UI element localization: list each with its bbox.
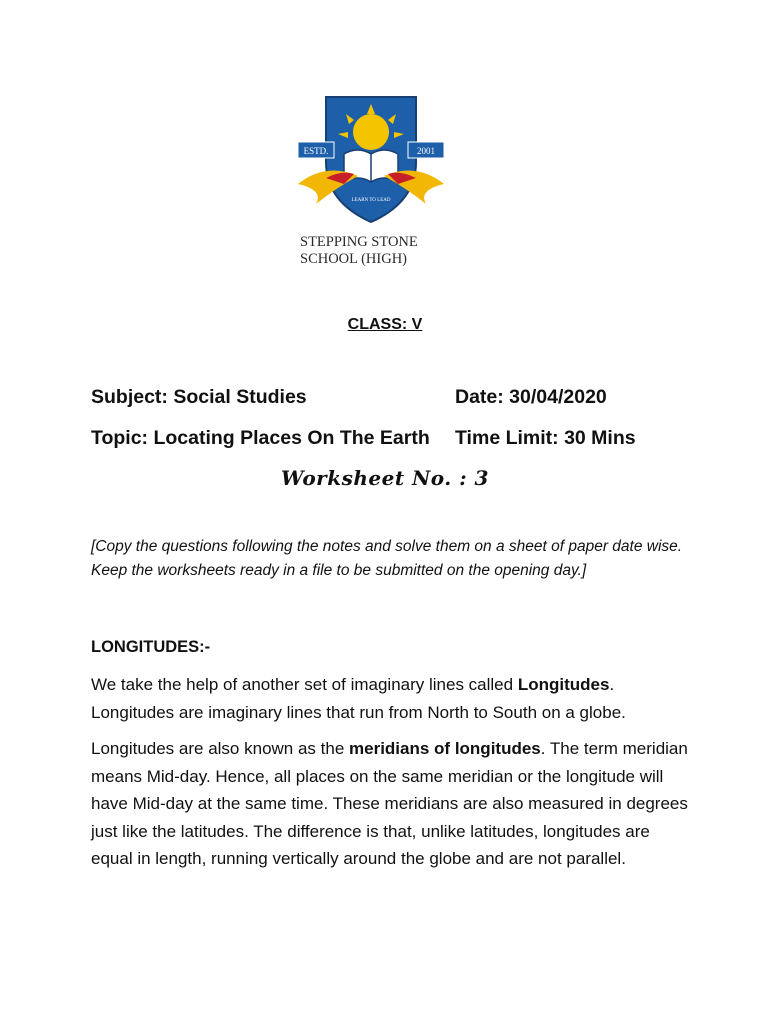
topic-label: Topic: Locating Places On The Earth [91, 427, 430, 449]
paragraph-1-text: We take the help of another set of imaginary lines called [91, 675, 518, 694]
subject-label: Subject: Social Studies [91, 386, 307, 408]
class-heading: CLASS: V [347, 316, 423, 333]
logo-motto-text: LEARN TO LEAD [351, 198, 391, 203]
logo-estd-text: ESTD. [303, 146, 329, 156]
logo-year-text: 2001 [417, 146, 435, 156]
paragraph-2-text-end: . The term meridian means Mid-day. Hence, all places on the same meridian or the longitude will have Mid-day at the same time. These meridians are also measured in degrees just like the latitudes. The difference is that, unlike latitudes, longitudes are equal in length, running vertically around the globe and are not parallel. [91, 739, 688, 868]
paragraph-2-bold: meridians of longitudes [349, 739, 541, 758]
section-heading: LONGITUDES:- [91, 638, 211, 656]
school-name [300, 234, 440, 268]
date-label: Date: 30/04/2020 [455, 386, 607, 408]
school-name-line1: STEPPING STONE [300, 234, 418, 250]
worksheet-title: Worksheet No. : 3 [281, 466, 489, 490]
time-limit-label: Time Limit: 30 Mins [455, 427, 636, 449]
paragraph-1 [91, 671, 691, 726]
paragraph-1-text-end: . Longitudes are imaginary lines that run from North to South on a globe. [91, 675, 626, 722]
paragraph-1-bold: Longitudes [517, 675, 610, 694]
school-name-line2: SCHOOL (HIGH) [300, 251, 407, 267]
paragraph-2-text: Longitudes are also known as the [91, 739, 350, 758]
paragraph-2 [91, 735, 691, 873]
school-crest-icon [296, 92, 446, 232]
instruction-text: [Copy the questions following the notes and solve them on a sheet of paper date wise. Keep the worksheets ready in a file to be submitted on the opening day.] [91, 538, 683, 579]
